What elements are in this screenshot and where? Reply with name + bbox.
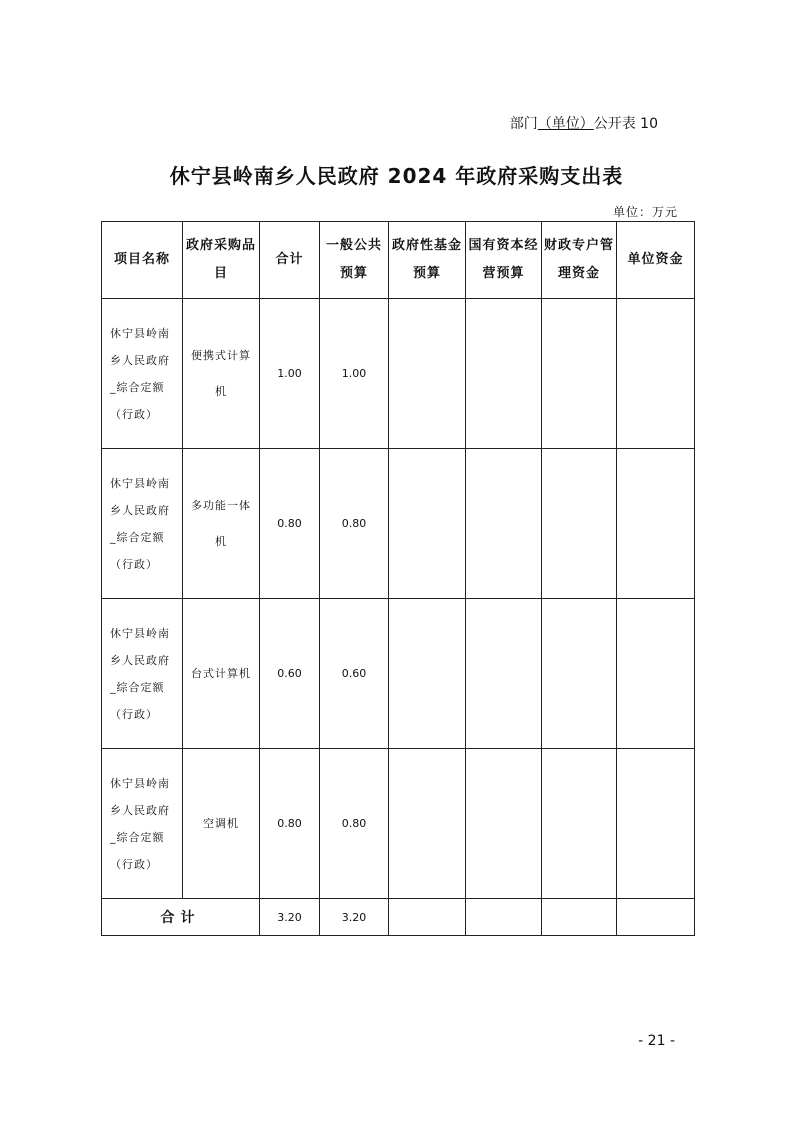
total-cell: 0.80 [260,749,320,899]
gov-fund-cell [389,299,466,449]
general-budget-cell: 3.20 [320,899,389,936]
col-header-total: 合计 [260,222,320,299]
special-account-cell [542,749,617,899]
table-row [102,299,695,449]
col-header-general-budget: 一般公共预算 [320,222,389,299]
total-row [102,899,695,936]
state-capital-cell [466,899,542,936]
gov-fund-cell [389,749,466,899]
col-header-project: 项目名称 [102,222,183,299]
catalog-cell: 多功能一体机 [183,449,260,599]
col-header-gov-fund: 政府性基金预算 [389,222,466,299]
page-number: - 21 - [638,1033,675,1049]
project-name-cell: 休宁县岭南乡人民政府_综合定额（行政） [102,299,183,449]
total-cell: 0.60 [260,599,320,749]
gov-fund-cell [389,599,466,749]
project-name-cell: 休宁县岭南乡人民政府_综合定额（行政） [102,749,183,899]
unit-funds-cell [617,899,695,936]
general-budget-cell: 0.80 [320,749,389,899]
state-capital-cell [466,599,542,749]
unit-note: 单位：万元 [612,205,678,219]
table-row [102,749,695,899]
general-budget-cell: 0.80 [320,449,389,599]
gov-fund-cell [389,899,466,936]
total-label: 合计 [102,899,260,936]
state-capital-cell [466,449,542,599]
unit-funds-cell [617,749,695,899]
table-number-tag [510,113,658,133]
catalog-cell: 便携式计算机 [183,299,260,449]
gov-fund-cell [389,449,466,599]
header-row [102,222,695,299]
unit-funds-cell [617,599,695,749]
catalog-cell: 台式计算机 [183,599,260,749]
total-cell: 0.80 [260,449,320,599]
total-cell: 1.00 [260,299,320,449]
special-account-cell [542,299,617,449]
col-header-state-capital: 国有资本经营预算 [466,222,542,299]
tag-prefix: 部门 [509,116,538,132]
project-name-cell: 休宁县岭南乡人民政府_综合定额（行政） [102,599,183,749]
unit-funds-cell [617,299,695,449]
general-budget-cell: 0.60 [320,599,389,749]
col-header-unit-funds: 单位资金 [617,222,695,299]
catalog-cell: 空调机 [183,749,260,899]
total-cell: 3.20 [260,899,320,936]
state-capital-cell [466,299,542,449]
page-title: 休宁县岭南乡人民政府 2024 年政府采购支出表 [169,164,624,188]
col-header-special-account: 财政专户管理资金 [542,222,617,299]
table-row [102,449,695,599]
table-row [102,599,695,749]
procurement-table [101,221,695,936]
general-budget-cell: 1.00 [320,299,389,449]
state-capital-cell [466,749,542,899]
tag-suffix: 公开表 10 [593,116,658,132]
unit-funds-cell [617,449,695,599]
special-account-cell [542,599,617,749]
project-name-cell: 休宁县岭南乡人民政府_综合定额（行政） [102,449,183,599]
tag-unit: （单位） [537,116,594,132]
special-account-cell [542,899,617,936]
col-header-catalog: 政府采购品目 [183,222,260,299]
special-account-cell [542,449,617,599]
